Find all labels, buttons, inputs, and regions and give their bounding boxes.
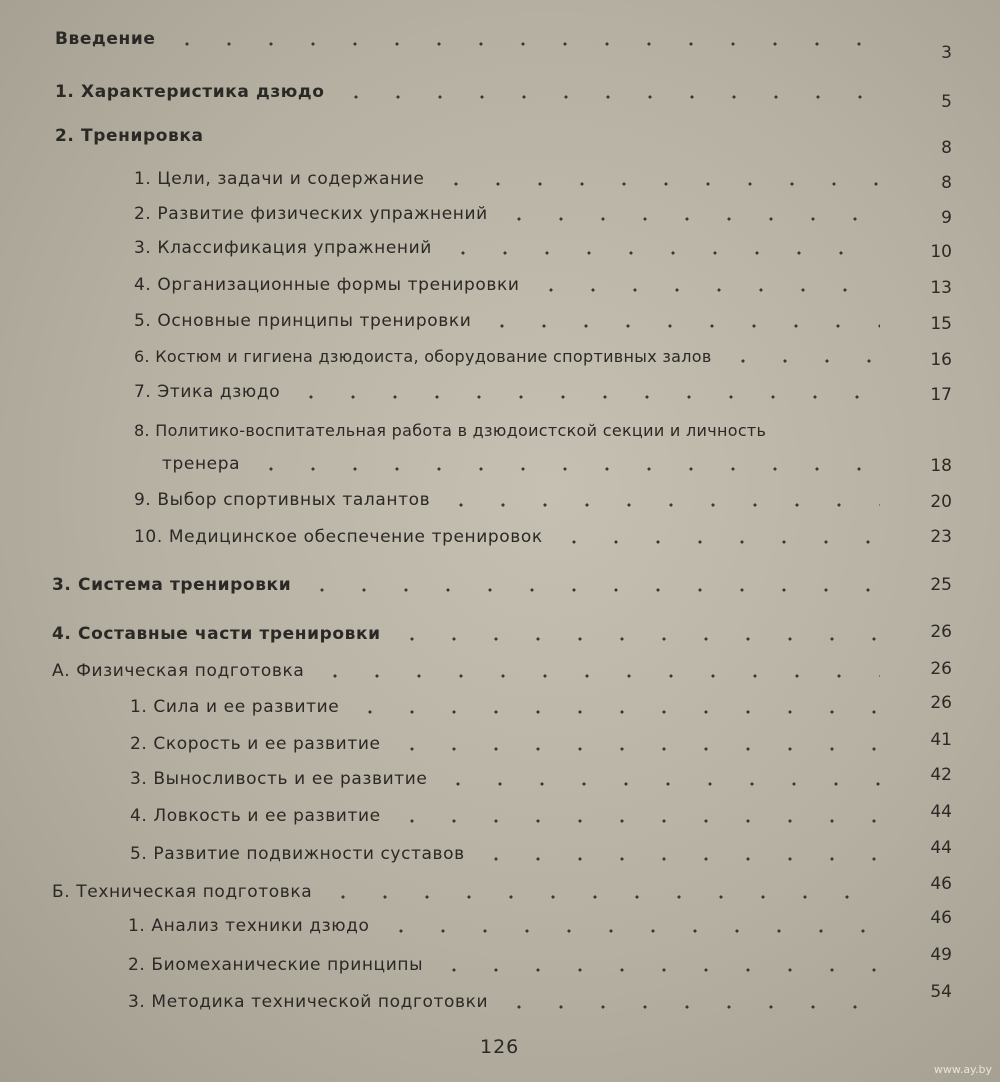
leader-dots: [433, 968, 880, 972]
toc-entry: [0, 488, 1000, 524]
toc-page: 26: [930, 693, 952, 713]
toc-page: 8: [941, 138, 952, 158]
leader-dots: [553, 540, 880, 544]
toc-entry: [0, 344, 1000, 380]
toc-entry-chapter-3: [0, 573, 1000, 609]
watermark: www.ay.by: [933, 1063, 992, 1076]
toc-page: 46: [930, 874, 952, 894]
toc-label: Б. Техническая подготовка: [52, 882, 313, 902]
leader-dots: [442, 251, 880, 255]
leader-dots: [391, 747, 880, 751]
toc-entry: [0, 804, 1000, 840]
toc-label: 2. Развитие физических упражнений: [134, 204, 488, 224]
leader-dots: [250, 467, 880, 471]
toc-entry: [0, 767, 1000, 803]
toc-page: 25: [930, 575, 952, 595]
toc-label: 1. Сила и ее развитие: [130, 697, 340, 717]
toc-label-continuation: тренера: [162, 454, 241, 474]
toc-page: 42: [930, 765, 952, 785]
leader-dots: [722, 359, 892, 363]
toc-entry: [0, 525, 1000, 561]
toc-label: 2. Биомеханические принципы: [128, 955, 424, 975]
toc-label: 3. Классификация упражнений: [134, 238, 432, 258]
toc-label: 2. Скорость и ее развитие: [130, 734, 381, 754]
toc-page: 5: [941, 92, 952, 112]
toc-entry: [0, 273, 1000, 309]
leader-dots: [481, 324, 880, 328]
toc-entry: [0, 380, 1000, 416]
toc-page: 17: [930, 385, 952, 405]
toc-label: 1. Анализ техники дзюдо: [128, 916, 370, 936]
toc-label: 9. Выбор спортивных талантов: [134, 490, 431, 510]
toc-page: 9: [941, 208, 952, 228]
toc-page: 18: [930, 456, 952, 476]
toc-page: 26: [930, 622, 952, 642]
toc-page: 10: [930, 242, 952, 262]
toc-page: 44: [930, 838, 952, 858]
toc-entry-section-a: [0, 659, 1000, 695]
toc-entry: [0, 418, 1000, 484]
toc-label: 3. Выносливость и ее развитие: [130, 769, 428, 789]
toc-entry-intro: [0, 27, 1000, 63]
leader-dots: [335, 95, 880, 99]
toc-label: 6. Костюм и гигиена дзюдоиста, оборудование спортивных залов: [134, 346, 712, 366]
page-number: 126: [480, 1036, 520, 1058]
toc-page: 46: [930, 908, 952, 928]
toc-label: 7. Этика дзюдо: [134, 382, 281, 402]
leader-dots: [214, 139, 880, 143]
toc-page: 54: [930, 982, 952, 1002]
leader-dots: [498, 217, 880, 221]
toc-entry-chapter-2: [0, 124, 1000, 160]
toc-label: 3. Методика технической подготовки: [128, 992, 489, 1012]
leader-dots: [349, 710, 880, 714]
leader-dots: [290, 395, 880, 399]
leader-dots: [322, 895, 880, 899]
toc-label: 1. Цели, задачи и содержание: [134, 169, 425, 189]
toc-page: 41: [930, 730, 952, 750]
toc-label: 3. Система тренировки: [52, 575, 292, 595]
leader-dots: [437, 782, 880, 786]
toc-entry: [0, 838, 1000, 878]
toc-page: 16: [930, 350, 952, 370]
toc-label: А. Физическая подготовка: [52, 661, 305, 681]
toc-entry-chapter-1: [0, 80, 1000, 116]
leader-dots: [391, 637, 880, 641]
leader-dots: [301, 588, 880, 592]
toc-page: 23: [930, 527, 952, 547]
toc-page: 49: [930, 945, 952, 965]
toc-entry: [0, 908, 1000, 950]
toc-page: 13: [930, 278, 952, 298]
toc-entry: [0, 695, 1000, 731]
leader-dots: [475, 857, 880, 861]
toc-label: 2. Тренировка: [55, 126, 204, 146]
leader-dots: [166, 42, 881, 46]
leader-dots: [440, 503, 880, 507]
leader-dots: [314, 674, 880, 678]
leader-dots: [530, 288, 880, 292]
toc-page: 44: [930, 802, 952, 822]
toc-entry: [0, 236, 1000, 272]
toc-label: 4. Составные части тренировки: [52, 624, 381, 644]
toc-label: 5. Развитие подвижности суставов: [130, 844, 465, 864]
toc-page: 26: [930, 659, 952, 679]
toc-page: 15: [930, 314, 952, 334]
toc-entry: [0, 945, 1000, 989]
toc-entry: [0, 982, 1000, 1026]
toc-label: Введение: [55, 29, 156, 49]
toc-entry-section-b: [0, 874, 1000, 916]
leader-dots: [391, 819, 880, 823]
toc-label: 4. Ловкость и ее развитие: [130, 806, 381, 826]
toc-page: 8: [941, 173, 952, 193]
leader-dots: [435, 182, 881, 186]
toc-entry: [0, 202, 1000, 238]
toc-label: 8. Политико-воспитательная работа в дзюдоистской секции и личность: [134, 420, 767, 440]
toc-label: 1. Характеристика дзюдо: [55, 82, 325, 102]
toc-entry: [0, 309, 1000, 345]
toc-label: 10. Медицинское обеспечение тренировок: [134, 527, 543, 547]
toc-page: 3: [941, 43, 952, 63]
toc-entry: [0, 167, 1000, 203]
leader-dots: [380, 929, 880, 933]
toc-label: 5. Основные принципы тренировки: [134, 311, 472, 331]
toc-entry-chapter-4: [0, 622, 1000, 658]
toc-entry: [0, 732, 1000, 768]
leader-dots: [498, 1005, 880, 1009]
toc-page: 20: [930, 492, 952, 512]
toc-label: 4. Организационные формы тренировки: [134, 275, 520, 295]
